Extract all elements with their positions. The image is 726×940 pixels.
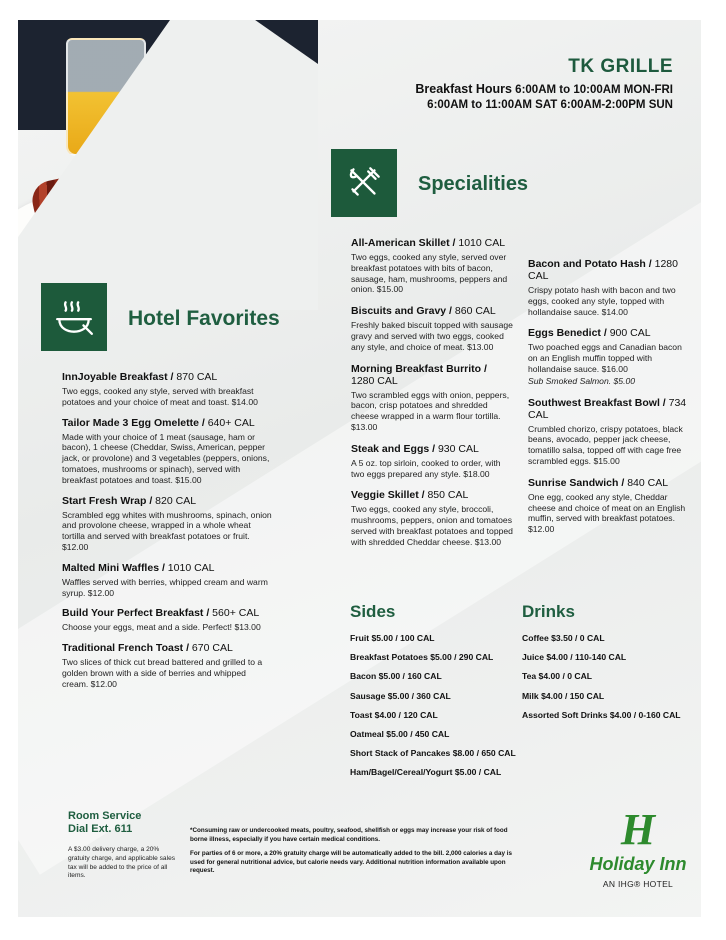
item-title (351, 489, 513, 501)
menu-item (62, 417, 274, 486)
item-name: InnJoyable Breakfast / (62, 371, 174, 383)
specialities-title: Specialities (418, 173, 529, 195)
side-item: Toast $4.00 / 120 CAL (350, 709, 438, 720)
item-title (62, 642, 274, 654)
item-title (528, 477, 693, 489)
item-name: Build Your Perfect Breakfast / (62, 607, 210, 620)
sides-list (350, 633, 530, 787)
drink-item: Assorted Soft Drinks $4.00 / 0-160 CAL (522, 709, 681, 720)
item-description: Crispy potato hash with bacon and two eggs, cooked any style, topped with hollandaise sauce. $14.00 (528, 285, 676, 317)
sides-title: Sides (350, 602, 396, 621)
item-title (62, 371, 274, 383)
item-title (351, 363, 513, 387)
hotel-favorites-title: Hotel Favorites (128, 307, 280, 330)
hours-weekday: 6:00AM to 10:00AM MON-FRI (515, 84, 673, 96)
item-description: Freshly baked biscuit topped with sausage gravy and served with two eggs, cooked any style, and choice of meat. $13.00 (351, 320, 513, 352)
menu-item (62, 607, 274, 633)
item-calories: 1280 CAL (351, 374, 398, 387)
item-description: One egg, cooked any style, Cheddar cheese and choice of meat on an English muffin, served with breakfast potatoes. $12.00 (528, 491, 686, 535)
fork-knife-icon (331, 149, 397, 217)
item-description: Waffles served with berries, whipped cream and warm syrup. $12.00 (62, 576, 268, 598)
item-description: Two eggs, cooked any style, served with breakfast potatoes and your choice of meat and toast. $14.00 (62, 386, 258, 407)
menu-item (528, 327, 693, 386)
item-name: Traditional French Toast / (62, 642, 189, 655)
item-name: Steak and Eggs / (351, 442, 436, 455)
item-name: Morning Breakfast Burrito / (351, 362, 487, 375)
drink-item: Milk $4.00 / 150 CAL (522, 690, 605, 701)
item-name: Biscuits and Gravy / (351, 305, 452, 318)
item-calories: 930 CAL (437, 442, 479, 455)
menu-item (351, 443, 513, 480)
item-title (351, 305, 513, 317)
consumer-advisory: *Consuming raw or undercooked meats, poultry, seafood, shellfish or eggs may increase your risk of food borne illness, especially if you have certain medical conditions. (190, 827, 508, 843)
drinks-list (522, 633, 697, 729)
item-calories: 900 CAL (609, 327, 651, 340)
drink-item: Coffee $3.50 / 0 CAL (522, 633, 605, 643)
holiday-inn-logo (578, 805, 698, 889)
item-calories: 820 CAL (155, 494, 197, 507)
logo-wordmark: Holiday Inn (589, 854, 687, 874)
item-calories: 1280 CAL (528, 258, 678, 282)
menu-item (351, 363, 513, 433)
item-description: Scrambled egg whites with mushrooms, spinach, onion and provolone cheese, wrapped in a whole wheat tortilla and served with breakfast potatoes or fruit. $12.00 (62, 509, 272, 552)
restaurant-name: TK GRILLE (568, 56, 673, 77)
item-description: A 5 oz. top sirloin, cooked to order, with two eggs prepared any style. $18.00 (351, 457, 501, 479)
side-item: Oatmeal $5.00 / 450 CAL (350, 728, 450, 739)
item-title (528, 397, 693, 421)
drink-item: Juice $4.00 / 110-140 CAL (522, 652, 627, 663)
item-name: Veggie Skillet / (351, 489, 425, 502)
logo-mark: H (620, 805, 656, 854)
menu-item (62, 642, 274, 689)
restaurant-header (415, 56, 673, 111)
menu-item (62, 495, 274, 553)
hotel-favorites-list (62, 371, 274, 700)
menu-item (528, 397, 693, 467)
menu-item (528, 477, 693, 535)
menu-item (528, 258, 693, 317)
item-name: Sunrise Sandwich / (528, 476, 625, 489)
breakfast-photo (18, 20, 318, 310)
room-service-extension: Dial Ext. 611 (68, 823, 133, 835)
hours-label: Breakfast Hours (415, 82, 512, 96)
item-description: Made with your choice of 1 meat (sausage, ham or bacon), 1 cheese (Cheddar, Swiss, American, pepper jack, or provolone) and 3 vegetables (peppers, onions, tomatoes, mushrooms or spinach), served with breakfast potatoes and toast. $15.00 (62, 431, 270, 485)
item-note: Sub Smoked Salmon. $5.00 (528, 375, 636, 386)
item-name: Malted Mini Waffles / (62, 561, 165, 574)
item-description: Crumbled chorizo, crispy potatoes, black beans, avocado, pepper jack cheese, tomatillo salsa, topped off with cage free scrambled eggs. $15.00 (528, 423, 683, 466)
item-title (62, 607, 274, 619)
menu-item (351, 305, 513, 352)
item-calories: 850 CAL (427, 489, 469, 502)
item-calories: 560+ CAL (212, 607, 260, 620)
side-item: Ham/Bagel/Cereal/Yogurt $5.00 / CAL (350, 767, 502, 778)
item-title (351, 443, 513, 455)
room-service-title: Room Service (68, 810, 142, 822)
item-title (351, 237, 513, 249)
item-title (62, 562, 274, 574)
item-calories: 734 CAL (528, 396, 687, 421)
item-calories: 1010 CAL (458, 237, 506, 249)
side-item: Bacon $5.00 / 160 CAL (350, 671, 442, 682)
drink-item: Tea $4.00 / 0 CAL (522, 671, 593, 682)
menu-item (62, 562, 274, 599)
food-tray-icon (41, 283, 107, 351)
item-title (528, 258, 693, 282)
item-calories: 1010 CAL (167, 561, 215, 574)
gratuity-notice: For parties of 6 or more, a 20% gratuity charge will be automatically added to the bill. 2,000 calories a day is used for general nutritional advice, but calorie needs vary. Additional nutrition information available upon request. (190, 850, 512, 875)
menu-item (62, 371, 274, 408)
item-name: All-American Skillet / (351, 237, 456, 249)
item-name: Bacon and Potato Hash / (528, 258, 652, 270)
item-name: Southwest Breakfast Bowl / (528, 396, 666, 409)
item-calories: 640+ CAL (207, 416, 255, 429)
item-title (62, 495, 274, 507)
hours-line-1 (415, 82, 673, 96)
specialities-right-list (528, 258, 693, 545)
item-title (62, 417, 274, 429)
item-description: Two slices of thick cut bread battered and grilled to a golden brown with a side of berries and whipped cream. $12.00 (62, 657, 263, 689)
hours-line-2: 6:00AM to 11:00AM SAT 6:00AM-2:00PM SUN (427, 99, 673, 111)
menu-item (351, 489, 513, 547)
menu-sheet (18, 20, 701, 917)
item-description: Two eggs, cooked any style, served over breakfast potatoes with bits of bacon, sausage, ham, mushrooms, peppers and onion. $15.00 (351, 252, 508, 295)
item-name: Eggs Benedict / (528, 327, 607, 340)
item-title (528, 327, 693, 339)
menu-item (351, 237, 513, 295)
room-service-note: A $3.00 delivery charge, a 20% gratuity charge, and applicable sales tax will be added to the price of all items. (68, 846, 176, 880)
item-description: Two eggs, cooked any style, broccoli, mushrooms, peppers, onion and tomatoes served with breakfast potatoes and topped with shredded Cheddar cheese. $13.00 (351, 504, 513, 547)
side-item: Fruit $5.00 / 100 CAL (350, 633, 435, 643)
room-service (68, 810, 178, 881)
item-description: Two poached eggs and Canadian bacon on an English muffin topped with hollandaise sauce. $16.00 (528, 342, 682, 374)
side-item: Breakfast Potatoes $5.00 / 290 CAL (350, 652, 494, 663)
item-calories: 870 CAL (176, 371, 218, 383)
item-calories: 670 CAL (191, 642, 233, 655)
item-name: Tailor Made 3 Egg Omelette / (62, 416, 205, 429)
item-description: Two scrambled eggs with onion, peppers, bacon, crisp potatoes and shredded cheese wrapped in a warm flour tortilla. $13.00 (351, 389, 510, 432)
item-description: Choose your eggs, meat and a side. Perfect! $13.00 (62, 622, 261, 633)
side-item: Short Stack of Pancakes $8.00 / 650 CAL (350, 748, 516, 759)
item-name: Start Fresh Wrap / (62, 494, 153, 507)
menu-notes (190, 827, 520, 882)
logo-tagline: AN IHG® HOTEL (602, 879, 674, 889)
item-calories: 840 CAL (627, 476, 669, 489)
item-calories: 860 CAL (454, 305, 496, 318)
drinks-title: Drinks (522, 602, 575, 621)
specialities-left-list (351, 237, 513, 558)
side-item: Sausage $5.00 / 360 CAL (350, 690, 451, 701)
